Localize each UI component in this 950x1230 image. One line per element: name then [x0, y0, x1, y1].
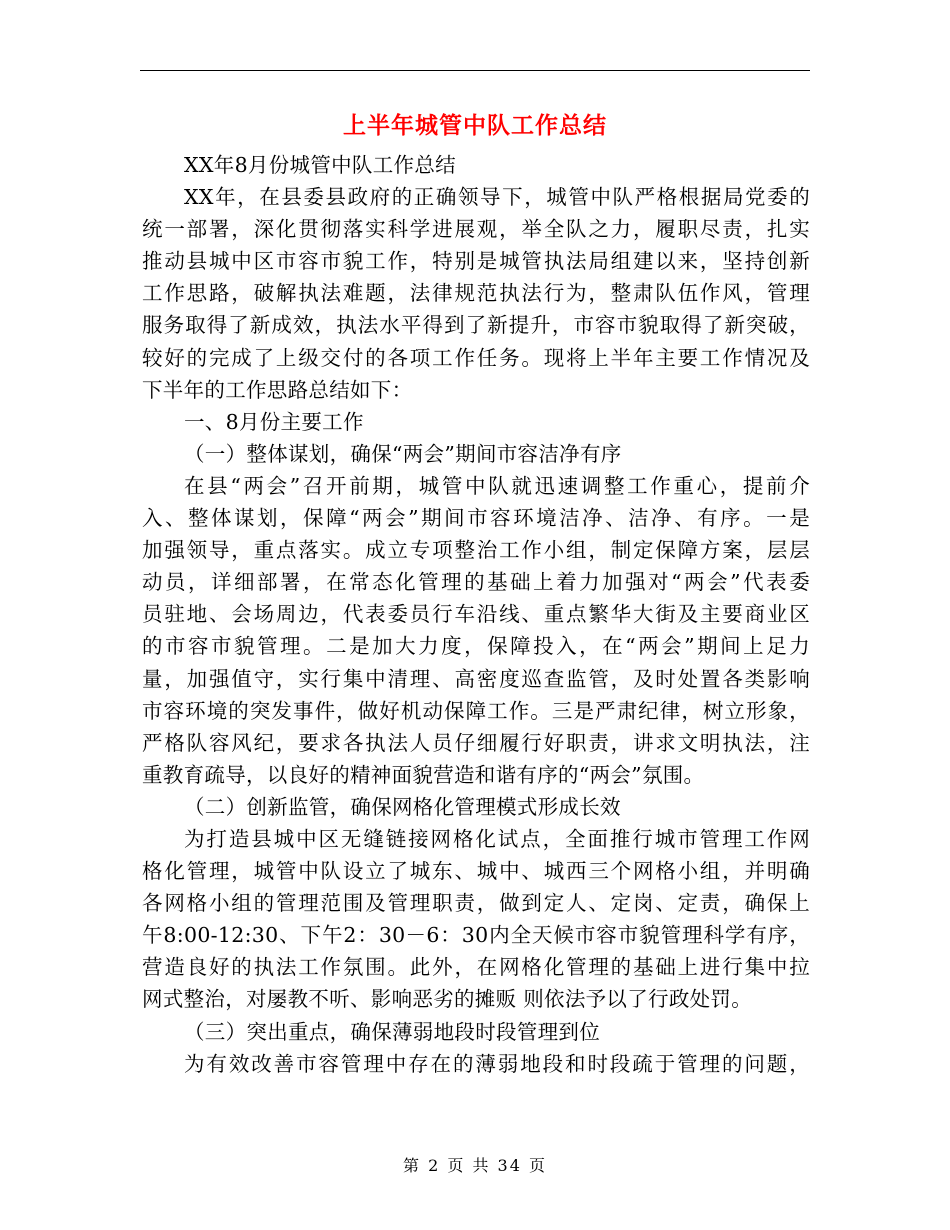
paragraph-line: 员驻地、会场周边，代表委员行车沿线、重点繁华大街及主要商业区: [142, 602, 810, 627]
paragraph-line: 严格队容风纪，要求各执法人员仔细履行好职责，讲求文明执法，注: [142, 730, 810, 755]
document-subtitle-line: XX年8月份城管中队工作总结: [184, 153, 456, 177]
paragraph-line: 服务取得了新成效，执法水平得到了新提升，市容市貌取得了新突破，: [142, 313, 810, 338]
paragraph-line: 市容环境的突发事件，做好机动保障工作。三是严肃纪律，树立形象，: [142, 698, 810, 723]
paragraph-line: 的市容市貌管理。二是加大力度，保障投入，在“两会”期间上足力: [142, 634, 810, 659]
section-heading: 一、8月份主要工作: [184, 409, 364, 434]
subsection-heading: （一）整体谋划，确保“两会”期间市容洁净有序: [184, 441, 622, 466]
paragraph-line: 各网格小组的管理范围及管理职责，做到定人、定岗、定责，确保上: [142, 891, 810, 916]
paragraph-line: 在县“两会”召开前期，城管中队就迅速调整工作重心，提前介: [184, 473, 810, 498]
paragraph-line: 工作思路，破解执法难题，法律规范执法行为，整肃队伍作风，管理: [142, 281, 810, 306]
page-number: 第 2 页 共 34 页: [403, 1156, 547, 1175]
subsection-heading: （三）突出重点，确保薄弱地段时段管理到位: [184, 1019, 600, 1044]
paragraph-line: 重教育疏导，以良好的精神面貌营造和谐有序的“两会”氛围。: [142, 762, 705, 787]
paragraph-line: 量，加强值守，实行集中清理、高密度巡查监管，及时处置各类影响: [142, 666, 810, 691]
paragraph-line: 网式整治，对屡教不听、影响恶劣的摊贩 则依法予以了行政处罚。: [142, 987, 753, 1012]
paragraph-line: 入、整体谋划，保障“两会”期间市容环境洁净、洁净、有序。一是: [142, 506, 810, 531]
paragraph-line: 为打造县城中区无缝链接网格化试点，全面推行城市管理工作网: [184, 826, 810, 851]
paragraph-line: 加强领导，重点落实。成立专项整治工作小组，制定保障方案，层层: [142, 538, 810, 563]
paragraph-line: 营造良好的执法工作氛围。此外，在网格化管理的基础上进行集中拉: [142, 955, 810, 980]
paragraph-line: 推动县城中区市容市貌工作，特别是城管执法局组建以来，坚持创新: [142, 249, 810, 274]
paragraph-line: 下半年的工作思路总结如下：: [142, 377, 413, 402]
subsection-heading: （二）创新监管，确保网格化管理模式形成长效: [184, 794, 621, 819]
header-rule: [140, 70, 810, 71]
paragraph-line: 为有效改善市容管理中存在的薄弱地段和时段疏于管理的问题，: [184, 1051, 810, 1076]
paragraph-line: 动员，详细部署，在常态化管理的基础上着力加强对“两会”代表委: [142, 570, 810, 595]
document-title: 上半年城管中队工作总结: [343, 112, 607, 139]
paragraph-line: 统一部署，深化贯彻落实科学进展观，举全队之力，履职尽责，扎实: [142, 217, 810, 242]
paragraph-line: 较好的完成了上级交付的各项工作任务。现将上半年主要工作情况及: [142, 345, 810, 370]
paragraph-line: 格化管理，城管中队设立了城东、城中、城西三个网格小组，并明确: [142, 859, 810, 884]
paragraph-line: XX年，在县委县政府的正确领导下，城管中队严格根据局党委的: [184, 185, 810, 210]
paragraph-line: 午8:00-12:30、下午2：30－6：30内全天候市容市貌管理科学有序，: [142, 923, 810, 948]
document-body: [142, 149, 810, 1080]
